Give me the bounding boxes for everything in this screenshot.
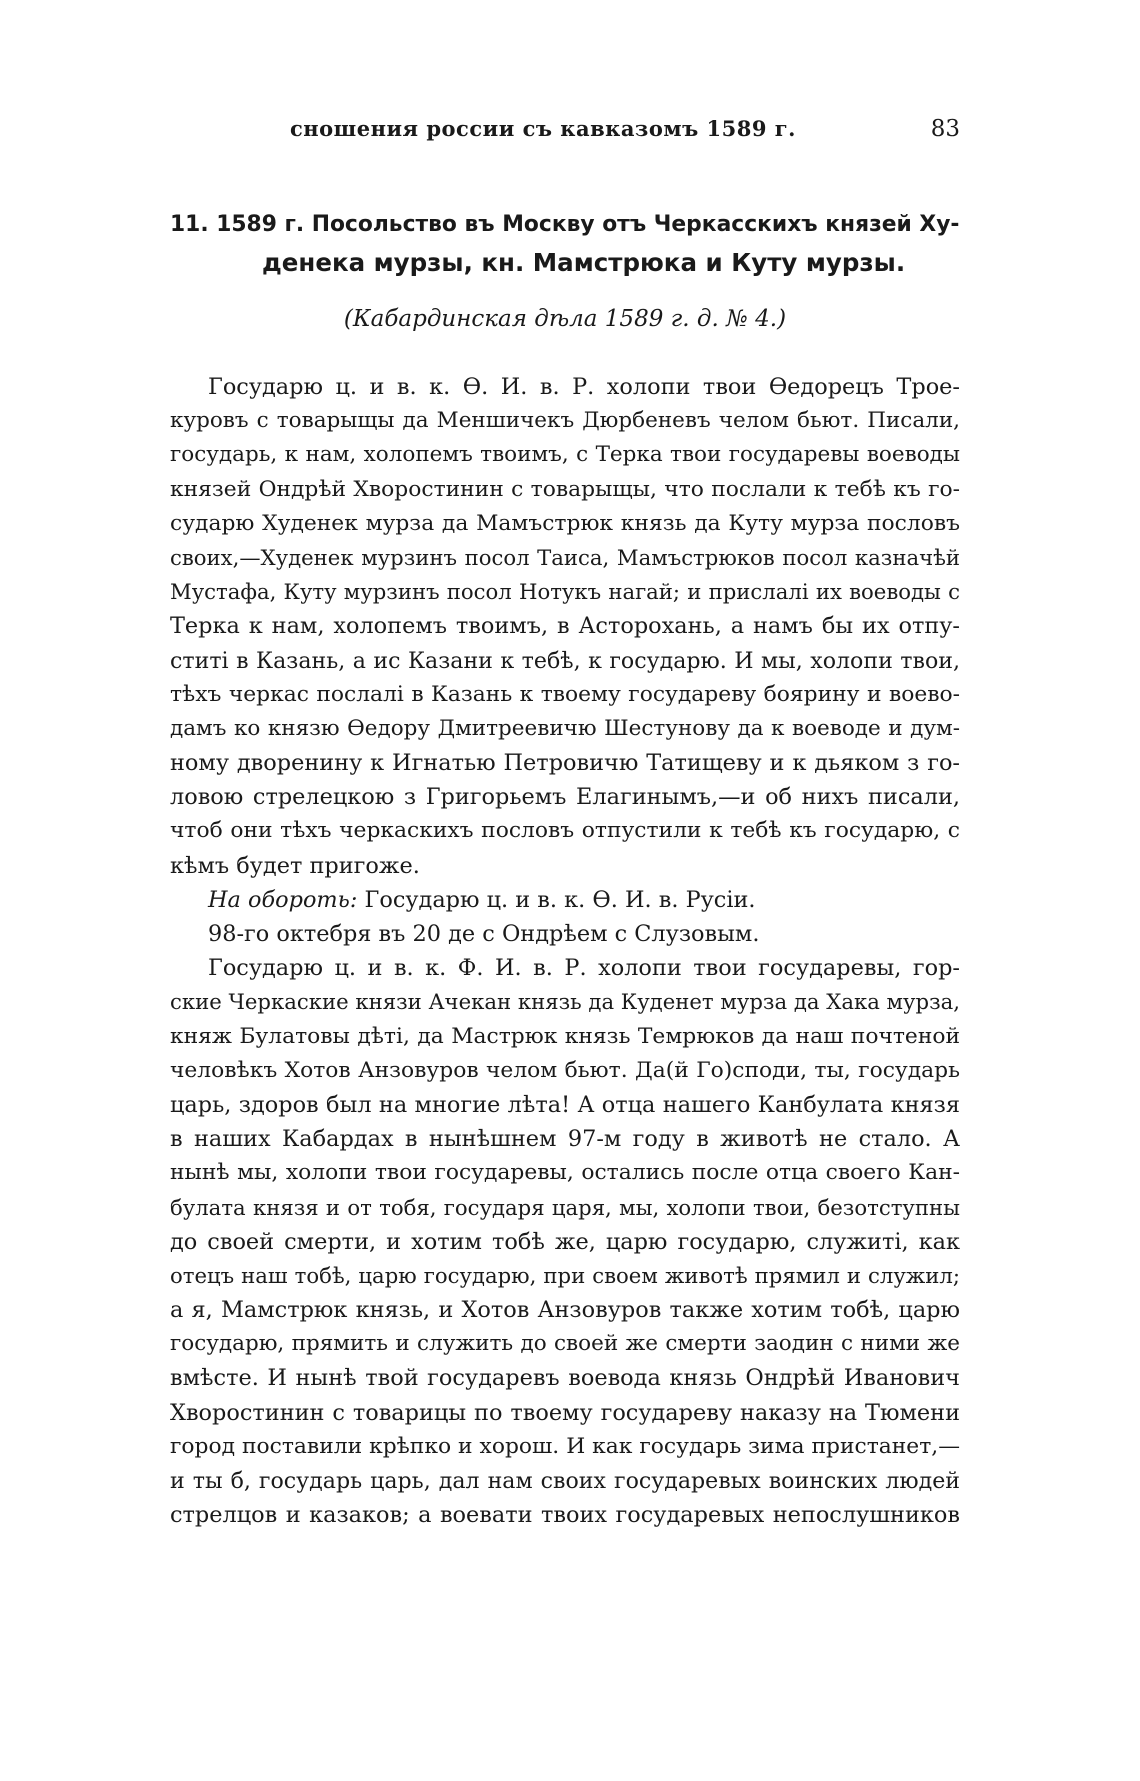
endorsement-line xyxy=(170,883,960,917)
text-line: Мустафа, Куту мурзинъ посол Нотукъ нагай; и прислалі их воеводы с xyxy=(170,579,960,605)
endorsement-text: Государю ц. и в. к. Ѳ. И. в. Русіи. xyxy=(364,886,756,913)
text-line: ному дворенину к Игнатью Петровичю Татищеву и к дьяком з го- xyxy=(170,750,960,777)
text-line: город поставили крѣпко и хорош. И как государь зима пристанет,— xyxy=(170,1433,960,1459)
source-citation: (Кабардинская дѣла 1589 г. д. № 4.) xyxy=(343,306,787,332)
text-line: ститі в Казань, а ис Казани к тебѣ, к государю. И мы, холопи твои, xyxy=(170,647,960,674)
endorsement-date: 98-го октебря въ 20 де с Ондрѣем с Слузовым. xyxy=(208,921,760,947)
letter-two xyxy=(170,951,960,1532)
endorsement-label: На обороть: xyxy=(208,886,358,913)
text-line: Терка к нам, холопемъ твоимъ, в Асторохань, а намъ бы их отпу- xyxy=(170,613,960,640)
text-line: сударю Худенек мурза да Мамъстрюк князь да Куту мурза пословъ xyxy=(170,510,960,536)
text-line: дамъ ко князю Ѳедору Дмитреевичю Шестунову да к воеводе и дум- xyxy=(170,715,960,741)
text-line: государю, прямить и служить до своей же смерти заодин с ними же xyxy=(170,1331,960,1357)
text-line: тѣхъ черкас послалі в Казань к твоему государеву боярину и воево- xyxy=(170,681,960,707)
text-line: в наших Кабардах в нынѣшнем 97-м году в животѣ не стало. А xyxy=(170,1126,960,1153)
running-header xyxy=(170,116,960,146)
text-line: человѣкъ Хотов Анзовуров челом бьют. Да(й Го)споди, ты, государь xyxy=(170,1057,960,1083)
heading-line: денека мурзы, кн. Мамстрюка и Куту мурзы. xyxy=(262,248,906,277)
text-line: Государю ц. и в. к. Ф. И. в. Р. холопи твои государевы, гор- xyxy=(208,955,960,982)
text-line: чтоб они тѣхъ черкаскихъ пословъ отпустили к тебѣ къ государю, с xyxy=(170,818,960,844)
text-line: Хворостинин с товарицы по твоему государеву наказу на Тюмени xyxy=(170,1399,960,1426)
text-line: отецъ наш тобѣ, царю государю, при своем животѣ прямил и служил; xyxy=(170,1262,960,1288)
text-line: княж Булатовы дѣті, да Мастрюк князь Темрюков да наш почтеной xyxy=(170,1023,960,1049)
text-line: царь, здоров был на многие лѣта! А отца нашего Канбулата князя xyxy=(170,1091,960,1118)
text-line: нынѣ мы, холопи твои государевы, остались после отца своего Кан- xyxy=(170,1160,960,1186)
text-line: до своей смерти, и хотим тобѣ же, царю государю, служиті, как xyxy=(170,1228,960,1255)
document-body xyxy=(170,370,960,1532)
text-line: кѣмъ будет пригоже. xyxy=(170,852,420,879)
text-line: ловою стрелецкою з Григорьемъ Елагинымъ,—и об нихъ писали, xyxy=(170,784,960,811)
text-line: государь, к нам, холопемъ твоимъ, с Терка твои государевы воеводы xyxy=(170,442,960,468)
endorsement xyxy=(170,883,960,951)
running-title: сношения россии съ кавказомъ 1589 г. xyxy=(290,116,796,141)
text-line: своих,—Худенек мурзинъ посол Таиса, Мамъстрюков посол казначѣй xyxy=(170,544,960,570)
text-line: ские Черкаские князи Ачекан князь да Куденет мурза да Хака мурза, xyxy=(170,989,960,1015)
document-heading xyxy=(170,206,960,282)
text-line: куровъ с товарыщы да Меншичекъ Дюрбеневъ челом бьют. Писали, xyxy=(170,408,960,434)
text-line: стрелцов и казаков; а воевати твоих государевых непослушников xyxy=(170,1502,960,1529)
text-line: князей Ондрѣй Хворостинин с товарыщы, что послали к тебѣ къ го- xyxy=(170,476,960,502)
heading-line: 11. 1589 г. Посольство въ Москву отъ Черкасскихъ князей Ху- xyxy=(170,212,960,237)
text-line: булата князя и от тобя, государя царя, мы, холопи твои, безотступны xyxy=(170,1194,960,1220)
text-line: а я, Мамстрюк князь, и Хотов Анзовуров также хотим тобѣ, царю xyxy=(170,1297,960,1324)
page-number: 83 xyxy=(930,116,960,142)
text-line: вмѣсте. И нынѣ твой государевъ воевода князь Ондрѣй Иванович xyxy=(170,1365,960,1392)
text-line: Государю ц. и в. к. Ѳ. И. в. Р. холопи твои Ѳедорецъ Трое- xyxy=(208,374,960,400)
letter-one xyxy=(170,370,960,883)
text-line: и ты б, государь царь, дал нам своих государевых воинских людей xyxy=(170,1468,960,1494)
